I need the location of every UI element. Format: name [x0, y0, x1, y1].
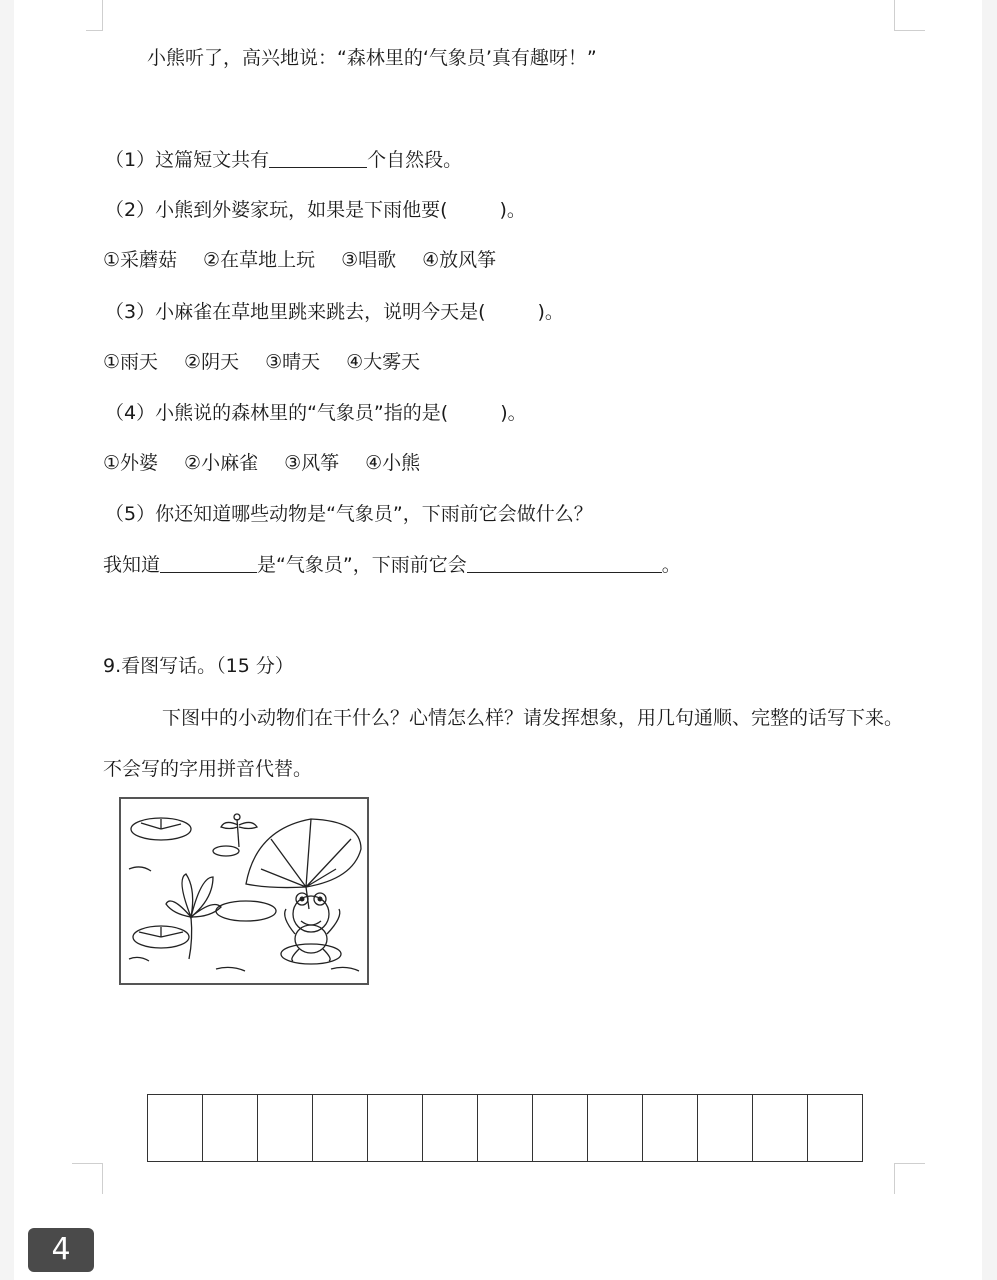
- writing-cell[interactable]: [698, 1095, 753, 1161]
- lily-pad-veins: [141, 819, 181, 829]
- option: ②在草地上玩: [203, 249, 316, 271]
- writing-cell[interactable]: [368, 1095, 423, 1161]
- writing-cell[interactable]: [753, 1095, 808, 1161]
- option: ②阴天: [184, 351, 240, 373]
- option: ③风筝: [284, 452, 340, 474]
- writing-cell[interactable]: [423, 1095, 478, 1161]
- frog-left-pupil: [300, 897, 305, 902]
- frog-lotus-pond-drawing: [121, 799, 367, 983]
- page-number: 4: [28, 1228, 94, 1272]
- question-3: [105, 298, 564, 326]
- worksheet-page: [14, 0, 982, 1280]
- lily-pad: [216, 901, 276, 921]
- lotus-leaf-umbrella: [246, 819, 361, 888]
- crop-mark-bottom-left: [72, 1163, 103, 1194]
- frog-legs: [292, 949, 330, 961]
- question-3-suffix: )。: [537, 301, 564, 323]
- frog-body: [295, 925, 327, 953]
- lily-pad-veins: [139, 927, 183, 937]
- option: ④小熊: [365, 452, 421, 474]
- writing-cell[interactable]: [533, 1095, 588, 1161]
- dragonfly-wings: [221, 822, 257, 828]
- section-9-instruction-cont: 不会写的字用拼音代替。: [103, 758, 313, 780]
- question-2-text: （2）小熊到外婆家玩，如果是下雨他要(: [105, 199, 448, 221]
- question-3-options: [103, 348, 446, 376]
- writing-cell[interactable]: [478, 1095, 533, 1161]
- crop-mark-bottom-right: [894, 1163, 925, 1194]
- question-5: （5）你还知道哪些动物是“气象员”，下雨前它会做什么？: [105, 503, 593, 525]
- option: ②小麻雀: [184, 452, 259, 474]
- section-9-title: 9.看图写话。（15 分）: [103, 655, 294, 677]
- question-2-suffix: )。: [499, 199, 526, 221]
- animal-blank[interactable]: [160, 552, 257, 573]
- question-2-options: [103, 246, 522, 274]
- lotus-flower: [166, 874, 221, 917]
- frog-head: [293, 896, 329, 932]
- writing-cell[interactable]: [203, 1095, 258, 1161]
- small-pad: [213, 846, 239, 856]
- crop-mark-top-right: [894, 0, 925, 31]
- writing-cell[interactable]: [643, 1095, 698, 1161]
- option: ③唱歌: [341, 249, 397, 271]
- frog-lily-pad: [281, 944, 341, 964]
- question-1: [105, 146, 462, 174]
- option: ③晴天: [265, 351, 321, 373]
- answer-prefix: 我知道: [103, 554, 161, 576]
- behavior-blank[interactable]: [467, 552, 662, 573]
- intro-line: 小熊听了，高兴地说：“森林里的‘气象员’真有趣呀！”: [147, 47, 597, 69]
- option: ①外婆: [103, 452, 159, 474]
- writing-cell[interactable]: [148, 1095, 203, 1161]
- frog-right-pupil: [318, 897, 323, 902]
- question-3-text: （3）小麻雀在草地里跳来跳去，说明今天是(: [105, 301, 486, 323]
- answer-middle: 是“气象员”，下雨前它会: [257, 554, 467, 576]
- writing-cell[interactable]: [808, 1095, 862, 1161]
- question-1-suffix: 个自然段。: [367, 149, 463, 171]
- question-4-text: （4）小熊说的森林里的“气象员”指的是(: [105, 402, 449, 424]
- option: ④放风筝: [422, 249, 497, 271]
- writing-cell[interactable]: [588, 1095, 643, 1161]
- question-4-suffix: )。: [500, 402, 527, 424]
- option: ④大雾天: [346, 351, 421, 373]
- answer-blank[interactable]: [269, 147, 367, 168]
- section-9-instruction: 下图中的小动物们在干什么？心情怎么样？请发挥想象，用几句通顺、完整的话写下来。: [162, 707, 904, 729]
- question-4: [105, 399, 527, 427]
- writing-grid: [147, 1094, 863, 1162]
- writing-cell[interactable]: [258, 1095, 313, 1161]
- question-1-text: （1）这篇短文共有: [105, 149, 270, 171]
- pond-illustration: [119, 797, 369, 985]
- crop-mark-top-left: [86, 0, 103, 31]
- question-5-answer: [103, 551, 681, 579]
- writing-cell[interactable]: [313, 1095, 368, 1161]
- question-4-options: [103, 449, 446, 477]
- question-2: [105, 196, 526, 224]
- option: ①采蘑菇: [103, 249, 178, 271]
- option: ①雨天: [103, 351, 159, 373]
- answer-end: 。: [661, 554, 681, 576]
- dragonfly-body: [237, 819, 239, 847]
